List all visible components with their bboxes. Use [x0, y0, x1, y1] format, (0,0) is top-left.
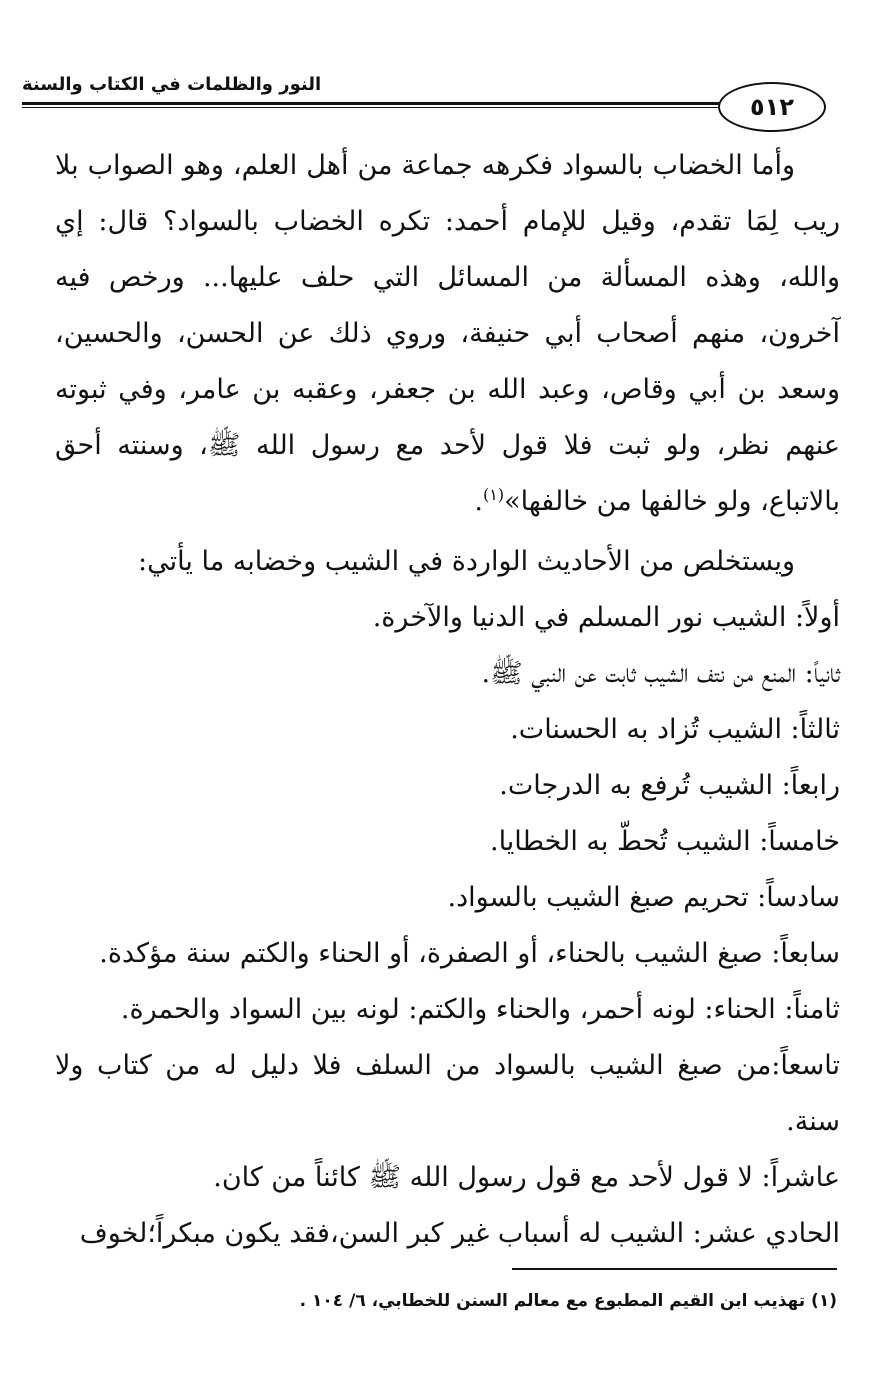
paragraph-text: وأما الخضاب بالسواد فكرهه جماعة من أهل العلم، وهو الصواب بلا ريب لِمَا تقدم، وقيل للإمام أحمد: تكره الخضاب بالسواد؟ قال: إي والله، وهذه المسألة من المسائل التي حلف عليها... ورخص فيه آخرون، منهم أصحاب أبي حنيفة، وروي ذلك عن الحسن، والحسين، وسعد بن أبي وقاص، وعبد الله بن جعفر، وعقبه بن عامر، وفي ثبوته عنهم نظر، ولو ثبت فلا قول لأحد مع رسول الله ﷺ، وسنته أحق بالاتباع، ولو خالفها من خالفها» [55, 150, 840, 517]
conclusions-list [55, 590, 840, 1262]
list-item: ثانياً: المنع من نتف الشيب ثابت عن النبي ﷺ. [481, 658, 840, 689]
page-number: ٥١٢ [718, 82, 826, 132]
list-item: رابعاً: الشيب تُرفع به الدرجات. [499, 770, 840, 801]
list-item: تاسعاً:من صبغ الشيب بالسواد من السلف فلا دليل له من كتاب ولا سنة. [55, 1050, 840, 1137]
list-item: ثالثاً: الشيب تُزاد به الحسنات. [510, 714, 840, 745]
list-item: خامساً: الشيب تُحطّ به الخطايا. [489, 826, 840, 857]
footnote: (١) تهذيب ابن القيم المطبوع مع معالم السنن للخطابي، ٦/ ١٠٤ . [299, 1291, 837, 1311]
list-item: سابعاً: صبغ الشيب بالحناء، أو الصفرة، أو الحناء والكتم سنة مؤكدة. [99, 938, 840, 969]
paragraph-quote [55, 138, 840, 530]
header-rule [22, 102, 722, 105]
list-item: ثامناً: الحناء: لونه أحمر، والحناء والكتم: لونه بين السواد والحمرة. [120, 994, 840, 1025]
list-item: عاشراً: لا قول لأحد مع قول رسول الله ﷺ كائناً من كان. [213, 1162, 840, 1193]
main-text [55, 138, 840, 1262]
paragraph-end: . [474, 486, 484, 517]
footnote-rule [512, 1268, 837, 1270]
header-rule-thin [22, 107, 722, 108]
list-item: الحادي عشر: الشيب له أسباب غير كبر السن،فقد يكون مبكراً؛لخوف [79, 1218, 840, 1249]
footnote-reference: (١) [483, 485, 505, 504]
list-item: سادساً: تحريم صبغ الشيب بالسواد. [447, 882, 840, 913]
list-item: أولاً: الشيب نور المسلم في الدنيا والآخرة. [372, 602, 840, 633]
running-header-title: النور والظلمات في الكتاب والسنة [22, 74, 322, 95]
list-intro: ويستخلص من الأحاديث الواردة في الشيب وخضابه ما يأتي: [138, 546, 795, 577]
